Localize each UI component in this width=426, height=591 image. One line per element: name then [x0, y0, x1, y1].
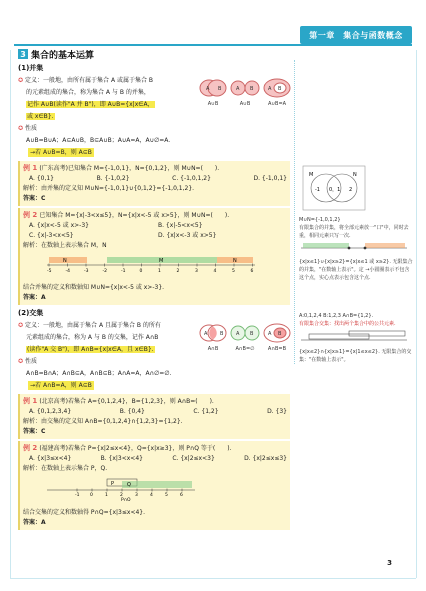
- axis-tick-label: 5: [165, 493, 168, 498]
- header-rule: [14, 44, 412, 46]
- venn-diagram: [198, 77, 228, 159]
- option-b: B. {x|-5<x<5}: [158, 222, 203, 229]
- intersection-venn-row: [198, 322, 290, 392]
- bullet-icon: ✪: [18, 358, 24, 365]
- example-answer: 答案：C: [23, 195, 46, 202]
- prop-label: 性质: [25, 358, 38, 365]
- option-d: D. {-1,0,1}: [253, 175, 287, 182]
- axis-tick-label: 0: [90, 493, 93, 498]
- venn-diagram: [230, 77, 260, 159]
- axis-tick-label: 1: [158, 269, 161, 274]
- svg-text:B: B: [278, 86, 282, 92]
- frame-left: [10, 50, 11, 578]
- prop-label: 性质: [25, 125, 38, 132]
- section-number: 3: [18, 49, 28, 59]
- union-title: (1)并集: [18, 64, 44, 72]
- axis-tick-label: -4: [65, 269, 70, 274]
- svg-text:A: A: [236, 331, 240, 337]
- union-def-text: [18, 75, 196, 159]
- sidebar-column: [294, 60, 414, 364]
- venn-element: 2: [349, 187, 353, 193]
- svg-text:B: B: [278, 331, 282, 337]
- example-label: 例 2: [23, 444, 38, 452]
- option-d: D. {x|x<-3 或 x>5}: [158, 232, 217, 239]
- def-line: 定义：一般地，由所有属于集合 A 或属于集合 B: [25, 77, 153, 84]
- example-label: 例 2: [23, 211, 38, 219]
- venn-intersection-subset: [262, 322, 292, 344]
- svg-text:B: B: [250, 86, 254, 92]
- sidebar-number-line-2: [299, 328, 409, 346]
- intersection-example-1: [18, 394, 290, 439]
- union-example-2: [18, 208, 290, 305]
- options-row: [23, 174, 287, 184]
- intersection-rule-text: 若 A∩B=A，则 A⊆B: [35, 382, 92, 389]
- axis-tick-label: -5: [47, 269, 52, 274]
- axis-tick-label: 2: [176, 269, 180, 274]
- option-c: C. {-1,0,1,2}: [172, 175, 211, 182]
- section-title: 集合的基本运算: [31, 50, 95, 61]
- example-hint: 解析：在数轴上表示集合 P，Q.: [23, 465, 108, 472]
- svg-text:B: B: [218, 86, 222, 92]
- sidebar-notes: [294, 60, 414, 364]
- svg-text:A: A: [268, 86, 272, 92]
- segment-label: P: [111, 481, 115, 487]
- example-label: 例 1: [23, 164, 38, 172]
- options-row: [23, 407, 287, 417]
- option-b: B. {-1,0,2}: [96, 175, 130, 182]
- option-a: A. {0,1,2,3,4}: [29, 408, 72, 415]
- frame-bottom: [10, 578, 416, 579]
- union-definition: [18, 75, 290, 159]
- segment-label: N: [233, 258, 237, 264]
- example-solution: 结合交集的定义和数轴得 P∩Q={x|3≤x<4}.: [23, 509, 146, 516]
- venn-diagram: [262, 77, 292, 159]
- sidebar-number-line: [299, 240, 409, 256]
- example-answer: 答案：A: [23, 519, 46, 526]
- intersection-rule-box: →若 A∩B=A，则 A⊆B: [30, 382, 92, 389]
- axis-tick-label: 6: [250, 269, 254, 274]
- axis-tick-label: 3: [195, 269, 198, 274]
- prop-text: A∪B=B∪A；A⊆A∪B，B⊆A∪B；A∪A=A，A∪∅=A.: [26, 137, 171, 144]
- def-line: (读作"A 交 B")，即 A∩B={x|x∈A，且 x∈B}.: [27, 346, 154, 353]
- svg-text:A: A: [204, 331, 208, 337]
- axis-tick-label: 5: [232, 269, 235, 274]
- sidebar-venn-caption: M∪N={-1,0,1,2}: [299, 217, 341, 223]
- venn-union-disjoint: [230, 77, 260, 99]
- venn-set-label: M: [309, 172, 314, 178]
- venn-diagram: [198, 322, 228, 392]
- def-line: 元素组成的集合，称为 A 与 B 的交集，记作 A∩B: [26, 334, 159, 341]
- example-answer: 答案：A: [23, 294, 46, 301]
- option-a: A. {x|3≤x<4}: [29, 455, 72, 462]
- segment-label: M: [159, 258, 164, 264]
- venn-element: 0，1: [329, 187, 341, 193]
- def-line: 或 x∈B}.: [27, 113, 54, 120]
- option-a: A. {0,1}: [29, 175, 54, 182]
- venn-diagram: [230, 322, 260, 392]
- chapter-title: 第一章 集合与函数概念: [300, 26, 412, 44]
- venn-caption: A∩B: [207, 346, 219, 352]
- union-rule-text: 若 A∪B=B，则 A⊆B: [35, 149, 92, 156]
- section-heading: [18, 48, 290, 60]
- union-number-line: [47, 254, 257, 276]
- axis-tick-label: 6: [180, 493, 183, 498]
- sidebar-note: 有限集合的并集，将全部元素放一"口"中，同时去重，相同元素只写一次.: [299, 225, 409, 239]
- axis-tick-label: -1: [121, 269, 126, 274]
- axis-tick-label: -3: [84, 269, 89, 274]
- bullet-icon: ✪: [18, 322, 24, 329]
- intersection-title: (2)交集: [18, 309, 44, 317]
- svg-text:A: A: [206, 86, 210, 92]
- intersection-def-text: [18, 320, 196, 392]
- sidebar-note: 有限集合交集：找出两个集合中的公共元素.: [299, 321, 396, 327]
- intersection-definition: [18, 320, 290, 392]
- segment-label: P∩Q: [121, 498, 131, 501]
- axis-tick-label: 0: [139, 269, 143, 274]
- sidebar-note: A:0,1,2,4 B:1,2,3 A∩B={1,2}.: [299, 313, 374, 319]
- option-a: A. {x|x<-5 或 x>-3}: [29, 222, 89, 229]
- example-solution: 结合并集的定义和数轴知 M∪N={x|x<-5 或 x>-3}.: [23, 284, 165, 291]
- bullet-icon: ✪: [18, 125, 24, 132]
- option-c: C. {1,2}: [193, 408, 219, 415]
- svg-text:B: B: [250, 331, 254, 337]
- bullet-icon: ✪: [18, 77, 24, 84]
- def-line: 记作 A∪B(读作"A 并 B")，即 A∪B={x|x∈A，: [27, 101, 154, 108]
- venn-caption: A∪B: [239, 101, 251, 107]
- example-stem: (福建高考)若集合 P={x|2≤x<4}，Q={x|x≥3}，则 P∩Q 等于( ).: [39, 445, 232, 452]
- axis-tick-label: 4: [213, 269, 217, 274]
- sidebar-note: {x|x≤2}∩{x|x≥1}={x|1≤x≤2}. 无限集合的交集："在数轴上表示"。: [299, 349, 412, 363]
- example-stem: (广东高考)已知集合 M={-1,0,1}，N={0,1,2}，则 M∪N=( ).: [39, 165, 220, 172]
- axis-tick-label: 3: [135, 493, 138, 498]
- prop-text: A∩B=B∩A；A∩B⊆A，A∩B⊆B；A∩A=A，A∩∅=∅.: [26, 370, 172, 377]
- axis-tick-label: -1: [75, 493, 80, 498]
- svg-text:B: B: [220, 331, 224, 337]
- segment-label: Q: [127, 482, 131, 488]
- venn-caption: A∩B=∅: [235, 346, 255, 352]
- option-c: C. {x|-3<x<5}: [29, 232, 74, 239]
- example-label: 例 1: [23, 397, 38, 405]
- axis-tick-label: 2: [120, 493, 123, 498]
- def-line: 的元素组成的集合，称为集合 A 与 B 的并集，: [26, 89, 150, 96]
- example-answer: 答案：C: [23, 428, 46, 435]
- example-solution: 解析：由交集的定义知 A∩B={0,1,2,4}∩{1,2,3}={1,2}.: [23, 418, 183, 425]
- option-b: B. {0,4}: [119, 408, 145, 415]
- axis-tick-label: -2: [102, 269, 107, 274]
- example-solution: 解析：由并集的定义知 M∪N={-1,0,1}∪{0,1,2}={-1,0,1,2}.: [23, 185, 195, 192]
- frame-right: [416, 50, 417, 578]
- sidebar-note: {x|x≤1}∪{x|x≥2}={x|x≤1 或 x≥2}. 无限集合的并集，"在数轴上表示"。定 →小圆圈表示不包含这个点，实心点表示包含这个点.: [299, 259, 413, 281]
- venn-intersection-overlap: [198, 322, 228, 344]
- option-d: D. {3}: [267, 408, 287, 415]
- example-stem: (北京高考)若集合 A={0,1,2,4}，B={1,2,3}，则 A∩B=( ).: [39, 398, 214, 405]
- segment-label: N: [63, 258, 67, 264]
- example-stem: 已知集合 M={x|-3<x≤5}，N={x|x<-5 或 x>5}，则 M∪N=( ).: [39, 212, 230, 219]
- venn-union-overlap: [198, 77, 228, 99]
- sidebar-venn-mn: [299, 164, 369, 214]
- option-b: B. {x|3<x<4}: [100, 455, 143, 462]
- option-d: D. {x|2≤x≤3}: [244, 455, 287, 462]
- venn-diagram: [262, 322, 292, 392]
- venn-caption: A∪B=A: [267, 101, 287, 107]
- intersection-number-line: [47, 477, 197, 501]
- union-example-1: [18, 161, 290, 206]
- options-row: [23, 454, 287, 464]
- def-line: 定义：一般地，由属于集合 A 且属于集合 B 的所有: [25, 322, 161, 329]
- venn-caption: A∩B=B: [267, 346, 287, 352]
- intersection-example-2: [18, 441, 290, 530]
- option-c: C. {x|2≤x<3}: [172, 455, 215, 462]
- svg-text:A: A: [236, 86, 240, 92]
- page-number: 3: [387, 559, 392, 567]
- axis-tick-label: 1: [105, 493, 108, 498]
- venn-intersection-disjoint: [230, 322, 260, 344]
- union-rule-box: →若 A∪B=B，则 A⊆B: [30, 149, 92, 156]
- options-grid: [23, 221, 287, 241]
- venn-element: -1: [315, 187, 320, 193]
- venn-union-subset: [262, 77, 292, 99]
- axis-tick-label: 4: [150, 493, 153, 498]
- union-venn-row: [198, 77, 290, 159]
- venn-set-label: N: [353, 172, 357, 178]
- venn-caption: A∪B: [207, 101, 219, 107]
- main-column: [18, 48, 290, 532]
- svg-text:A: A: [268, 331, 272, 337]
- example-hint: 解析：在数轴上表示集合 M，N: [23, 242, 107, 249]
